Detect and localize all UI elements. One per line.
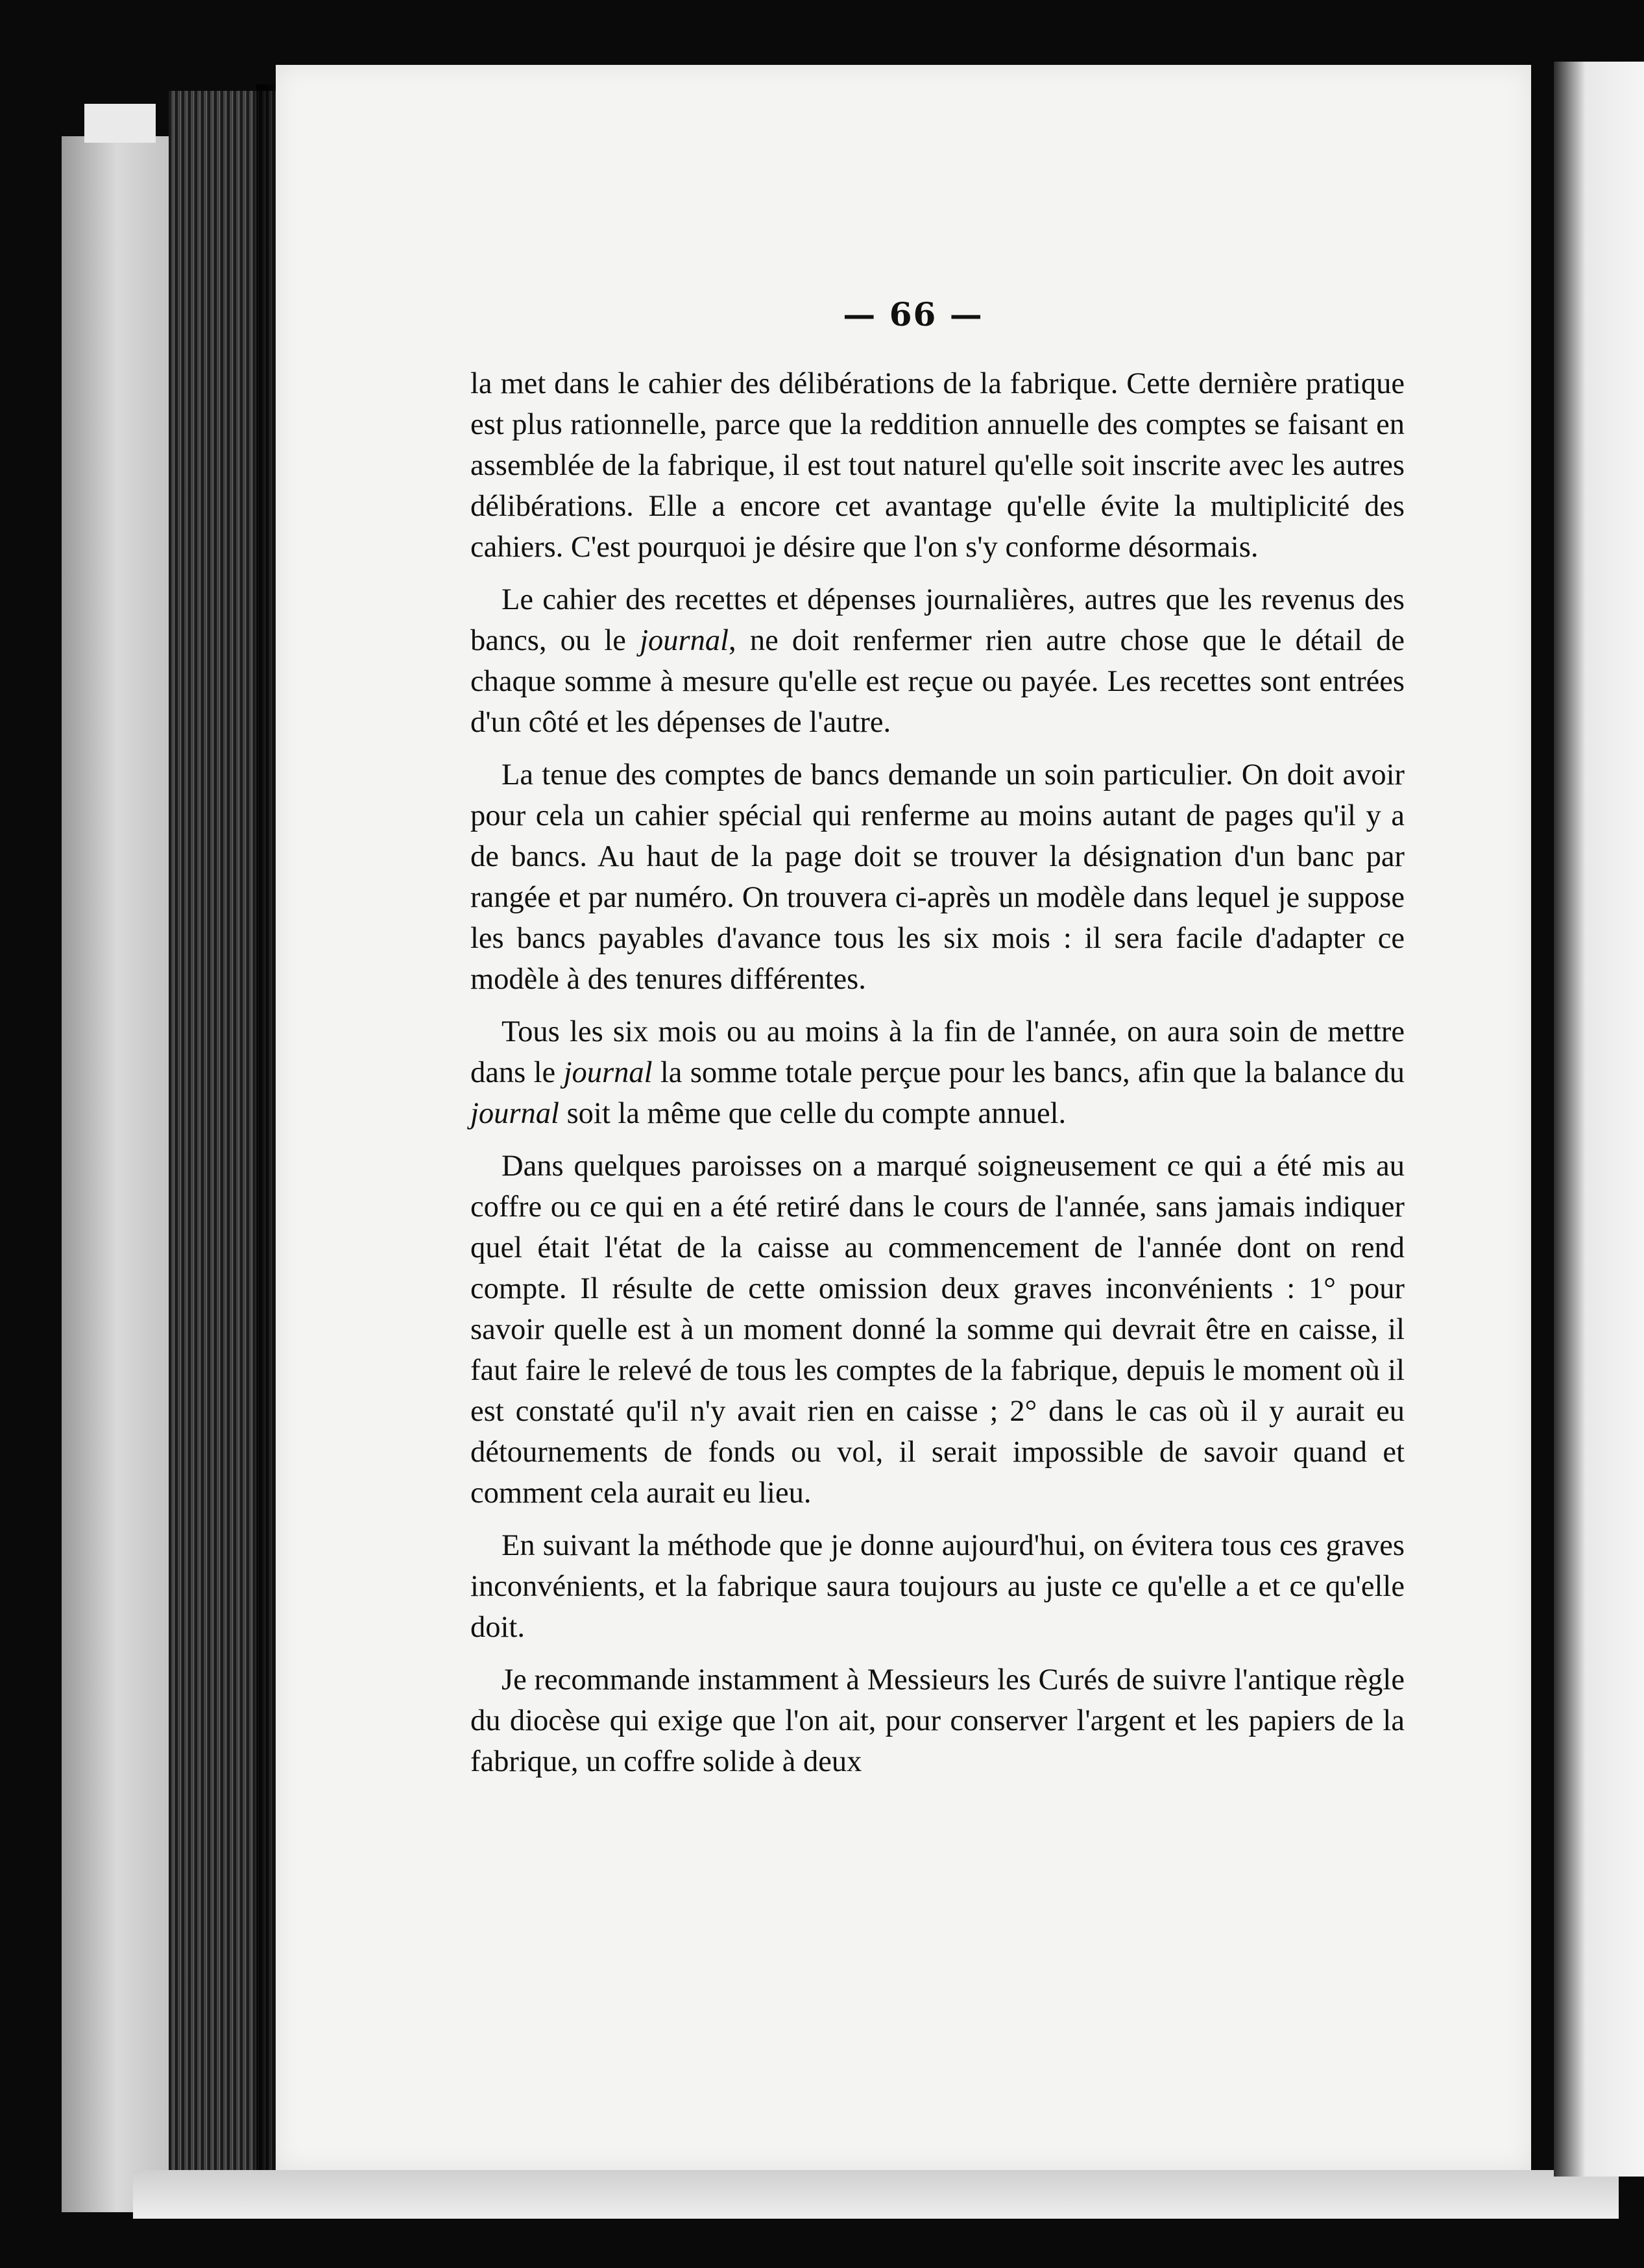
text-run: Je recommande instamment à Messieurs les Curés de suivre l'antique règle du diocèse qui exige que l'on ait, pour conserver l'argent et les papiers de la fabrique, un coffre solide à deux <box>470 1663 1405 1778</box>
italic-term: journal <box>640 624 729 657</box>
text-run: la met dans le cahier des délibérations de la fabrique. Cette dernière pratique est plus rationnelle, parce que la reddition annuelle des comptes se faisant en assemblée de la fabrique, il est tout naturel qu'elle soit inscrite avec les autres délibérations. Elle a encore cet avantage qu'elle évite la multiplicité des cahiers. C'est pourquoi je désire que l'on s'y conforme désormais. <box>470 367 1405 564</box>
text-run: Dans quelques paroisses on a marqué soigneusement ce qui a été mis au coffre ou ce qui en a été retiré dans le cours de l'année, sans jamais indiquer quel était l'état de la caisse au commencement de l'année dont on rend compte. Il résulte de cette omission deux graves inconvénients : 1° pour savoir quelle est à un moment donné la somme qui devrait être en caisse, il faut faire le relevé de tous les comptes de la fabrique, depuis le moment où il est constaté qu'il n'y avait rien en caisse ; 2° dans le cas où il y aurait eu détournements de fonds ou vol, il serait impossible de savoir quand et comment cela aurait eu lieu. <box>470 1150 1405 1510</box>
page-text <box>470 363 1405 1794</box>
paragraph <box>470 579 1405 743</box>
italic-term: journal <box>563 1056 653 1089</box>
text-run: La tenue des comptes de bancs demande un soin particulier. On doit avoir pour cela un cahier spécial qui renferme au moins autant de pages qu'il y a de bancs. Au haut de la page doit se trouver la désignation d'un banc par rangée et par numéro. On trouvera ci-après un modèle dans lequel je suppose les bancs payables d'avance tous les six mois : il sera facile d'adapter ce modèle à des tenures différentes. <box>470 758 1405 996</box>
text-run: Tous les six mois ou au moins à la fin de l'année, on aura soin de mettre dans le <box>470 1015 1405 1089</box>
text-run: Le cahier des recettes et dépenses journalières, autres que les revenus des bancs, ou le <box>470 583 1405 657</box>
paragraph <box>470 363 1405 568</box>
right-page-edge <box>1554 62 1644 2177</box>
bottom-page-edge <box>133 2170 1619 2219</box>
paragraph <box>470 1525 1405 1648</box>
paragraph <box>470 1659 1405 1782</box>
text-run: En suivant la méthode que je donne aujourd'hui, on évitera tous ces graves inconvénients, et la fabrique saura toujours au juste ce qu'elle a et ce qu'elle doit. <box>470 1529 1405 1644</box>
paragraph <box>470 1146 1405 1514</box>
italic-term: journal <box>470 1097 559 1130</box>
paragraph <box>470 754 1405 1000</box>
paragraph <box>470 1011 1405 1134</box>
text-run: soit la même que celle du compte annuel. <box>559 1097 1067 1130</box>
left-page-tab <box>84 104 156 143</box>
text-run: , ne doit renfermer rien autre chose que le détail de chaque somme à mesure qu'elle est reçue ou payée. Les recettes sont entrées d'un côté et les dépenses de l'autre. <box>470 624 1405 739</box>
left-facing-page <box>62 136 185 2212</box>
page-number: — 66 — <box>843 295 984 333</box>
text-run: la somme totale perçue pour les bancs, afin que la balance du <box>652 1056 1405 1089</box>
book-page <box>276 65 1531 2170</box>
